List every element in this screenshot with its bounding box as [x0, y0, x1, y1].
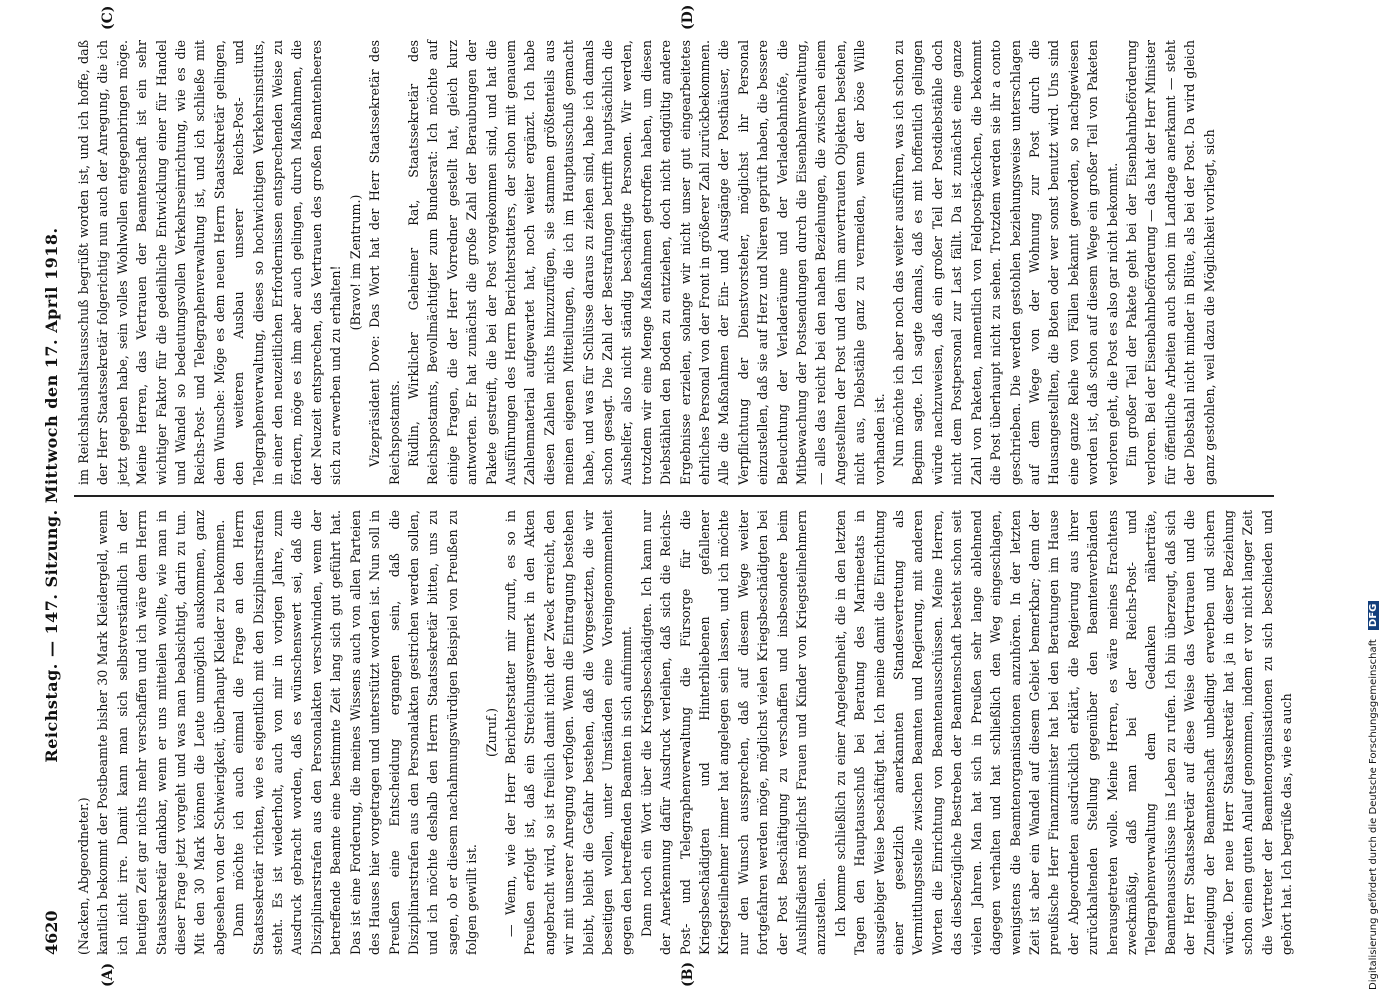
- digitization-credit: [1368, 0, 1382, 990]
- speaker-note: (Nacken, Abgeordneter.): [76, 797, 91, 955]
- paragraph: kantlich bekommt der Postbeamte bisher 30 Mark Kleidergeld, wenn ich nicht irre. Damit kann man sich selbstverständlich in der heutigen Zeit gar nichts mehr verschaffen und ich wäre dem Herrn Staatssekretär dankbar, wenn er uns mitteilen wollte, wie man in dieser Frage jetzt vorgeht und was man beabsichtigt, darin zu tun. Mit den 30 Mark können die Leute unmöglich auskommen, ganz abgesehen von der Schwierigkeit, überhaupt Kleider zu bekommen.: [95, 510, 227, 955]
- right-column: [74, 40, 1284, 485]
- paragraph: im Reichshaushaltsausschuß begrüßt worden ist, und ich hoffe, daß der Herr Staatssekretär folgerichtig nun auch der Anregung, die ich jetzt gegeben habe, sein volles Wohlwollen entgegenbringen möge. Meine Herren, das Vertrauen der Beamtenschaft ist ein sehr wichtiger Faktor für die gedeihliche Entwicklung einer für Handel und Wandel so bedeutungsvollen Verkehrseinrichtung, wie es die Reichs-Post- und Telegraphenverwaltung ist, und ich schließe mit dem Wunsche: Möge es dem neuen Herrn Staatssekretär gelingen, den weiteren Ausbau unserer Reichs-Post- und Telegraphenverwaltung, dieses so hochwichtigen Verkehrsinstituts, in einer den neuzeitlichen Erfordernissen entsprechenden Weise zu fördern, möge es ihm aber auch gelingen, durch Maßnahmen, die der Neuzeit entsprechen, das Vertrauen des großen Beamtenheeres sich zu erwerben und zu erhalten!: [76, 40, 344, 485]
- page-title: Reichstag. — 147. Sitzung. Mittwoch den 17. April 1918.: [42, 227, 61, 763]
- dfg-logo: DFG: [1368, 601, 1379, 630]
- paragraph: Vizepräsident Dove: Das Wort hat der Herr Staatssekretär des Reichspostamts.: [367, 40, 402, 485]
- paragraph: Dann noch ein Wort über die Kriegsbeschädigten. Ich kann nur der Anerkennung dafür Ausdruck verleihen, daß sich die Reichs-Post- und Telegraphenverwaltung die Fürsorge für die Kriegsbeschädigten und Hinterbliebenen gefallener Kriegsteilnehmer immer hat angelegen sein lassen, und ich möchte nur den Wunsch aussprechen, daß auf diesem Wege weiter fortgefahren werden möge, möglichst vielen Kriegsbeschädigten bei der Post Beschäftigung zu verschaffen und insbesondere beim Aushilfsdienst möglichst Frauen und Kinder von Kriegsteilnehmern anzustellen.: [638, 510, 829, 955]
- left-column: [74, 510, 1295, 955]
- interjection: (Bravo! im Zentrum.): [347, 194, 363, 331]
- paragraph: — Wenn, wie der Herr Berichterstatter mir zuruft, es so in Preußen erfolgt ist, daß ein Streichungsvermerk in den Akten angebracht wird, so ist freilich damit nicht der Zweck erreicht, den wir mit unserer Anregung verfolgen. Wenn die Eintragung bestehen bleibt, bleibt die Gefahr bestehen, daß die Vorgesetzten, die wir beseitigen wollen, unter Umständen eine Voreingenommenheit gegen den betreffenden Beamten in sich aufnimmt.: [502, 510, 635, 955]
- margin-mark-c: (C): [100, 5, 116, 30]
- margin-mark-a: (A): [100, 962, 116, 987]
- column-divider: [74, 496, 1274, 498]
- page-header: [40, 35, 66, 955]
- credit-text: Digitalisierung gefördert durch die Deutsche Forschungsgemeinschaft: [1368, 639, 1379, 990]
- paragraph: Rüdlin, Wirklicher Geheimer Rat, Staatssekretär des Reichspostamts, Bevollmächtigter zum Bundesrat: Ich möchte auf einige Fragen, die der Herr Vorredner gestellt hat, gleich kurz antworten. Er hat zunächst die große Zahl der Beraubungen der Pakete gestreift, die bei der Post vorgekommen sind, und hat die Ausführungen des Herrn Berichterstatters, der schon mit genauem Zahlenmaterial aufgewartet hat, noch weiter ergänzt. Ich habe diesen Zahlen nichts hinzuzufügen, sie stammen größtenteils aus meinen eigenen Mitteilungen, die ich im Hauptausschuß gemacht habe, und was für Schlüsse daraus zu ziehen sind, habe ich damals schon gesagt. Die Zahl der Bestrafungen betrifft hauptsächlich die Aushelfer, also nicht ständig beschäftigte Personen. Wir werden, trotzdem wir eine Menge Maßnahmen getroffen haben, um diesen Diebstählen den Boden zu entziehen, doch nicht endgültig andere Ergebnisse erzielen, solange wir nicht unser gut eingearbeitetes ehrliches Personal von der Front in größerer Zahl zurückbekommen. Alle die Maßnahmen der Ein- und Ausgänge der Posthäuser, die Verpflichtung der Dienstvorsteher, möglichst ihr Personal einzustellen, daß sie auf Herz und Nieren geprüft haben, die bessere Beleuchtung der Verladeräume und der Verladebahnhöfe, die Mitbewachung der Postsendungen durch die Eisenbahnverwaltung, — alles das reicht bei den nahen Beziehungen, die zwischen einem Angestellten der Post und den ihm anvertrauten Objekten bestehen, nicht aus, Diebstähle ganz zu vermeiden, wenn der böse Wille vorhanden ist.: [405, 40, 887, 485]
- margin-mark-b: (B): [680, 961, 696, 987]
- rotated-document-page: [40, 4, 1295, 987]
- margin-mark-d: (D): [680, 4, 696, 30]
- paragraph: Dann möchte ich auch einmal die Frage an den Herrn Staatssekretär richten, wie es eigentlich mit den Disziplinarstrafen steht. Es ist wiederholt, auch von mir in vorigen Jahre, zum Ausdruck gebracht worden, daß es wünschenswert sei, daß die Disziplinarstrafen aus den Personalakten verschwinden, wenn der betreffende Beamte eine bestimmte Zeit lang sich gut geführt hat. Das ist eine Forderung, die meines Wissens auch von allen Parteien des Hauses hier vorgetragen und unterstützt worden ist. Nun soll in Preußen eine Entscheidung ergangen sein, daß die Disziplinarstrafen aus den Personalakten gestrichen werden sollen, und ich möchte deshalb den Herrn Staatssekretär bitten, uns zu sagen, ob er diesem nachahmungswürdigen Beispiel von Preußen zu folgen gewillt ist.: [231, 510, 480, 955]
- paragraph: Nun möchte ich aber noch das weiter ausführen, was ich schon zu Beginn sagte. Ich sagte damals, daß es mit hoffentlich gelingen würde nachzuweisen, daß ein großer Teil der Postdiebstähle doch nicht dem Postpersonal zur Last fällt. Da ist zunächst eine ganze Zahl von Paketen, namentlich von Feldpostpäckchen, die bekommt die Post überhaupt nicht zu sehen. Trotzdem werden sie ihr a conto geschrieben. Die werden gestohlen beziehungsweise unterschlagen auf dem Wege von der Wohnung zur Post durch die Hausangestellten, die Boten oder wer sonst benutzt wird. Uns sind eine ganze Reihe von Fällen bekannt geworden, so nachgewiesen worden ist, daß schon auf diesem Wege ein großer Teil von Paketen verloren geht, die Post es also gar nicht bekommt.: [891, 40, 1120, 485]
- interjection: (Zuruf.): [483, 707, 499, 758]
- paragraph: Ich komme schließlich zu einer Angelegenheit, die in den letzten Tagen den Hauptausschuß bei Beratung des Marineetats in ausgiebiger Weise beschäftigt hat. Ich meine damit die Einrichtung einer gesetzlich anerkannten Standesvertretung als Vermittlungsstelle zwischen Beamten und Regierung, mit anderen Worten die Einrichtung von Beamtenausschüssen. Meine Herren, das diesbezügliche Bestreben der Beamtenschaft besteht schon seit vielen Jahren. Man hat sich in Preußen sehr lange ablehnend dagegen verhalten und hat schließlich den Weg eingeschlagen, wenigstens die Beamtenorganisationen anzuhören. In der letzten Zeit ist aber ein Wandel auf diesem Gebiet bemerkbar; denn der preußische Herr Finanzminister hat bei den Beratungen im Hause der Abgeordneten ausdrücklich erklärt, die Regierung aus ihrer zurückhaltenden Stellung gegenüber den Beamtenverbänden herausgetreten wolle. Meine Herren, es wäre meines Erachtens zweckmäßig, daß man bei der Reichs-Post- und Telegraphenverwaltung dem Gedanken näherträte, Beamtenausschüsse ins Leben zu rufen. Ich bin überzeugt, daß sich der Herr Staatssekretär auf diese Weise das Vertrauen und die Zuneigung der Beamtenschaft unbedingt erwerben und sichern würde. Der neue Herr Staatssekretär hat ja in dieser Beziehung schon einen guten Anlauf genommen, indem er vor nicht langer Zeit die Vertreter der Beamtenorganisationen zu sich beschieden und gehört hat. Ich begrüße das, wie es auch: [832, 510, 1295, 955]
- page-number: 4620: [42, 910, 61, 955]
- paragraph: Ein großer Teil der Pakete geht bei der Eisenbahnbeförderung verloren. Bei der Eisenbahnbeförderung — das hat der Herr Minister für öffentliche Arbeiten auch schon im Landtage anerkannt — steht der Diebstahl nicht minder in Blüte, als bei der Post. Da wird gleich ganz gestohlen, weil dazu die Möglichkeit vorliegt, sich: [1123, 40, 1217, 485]
